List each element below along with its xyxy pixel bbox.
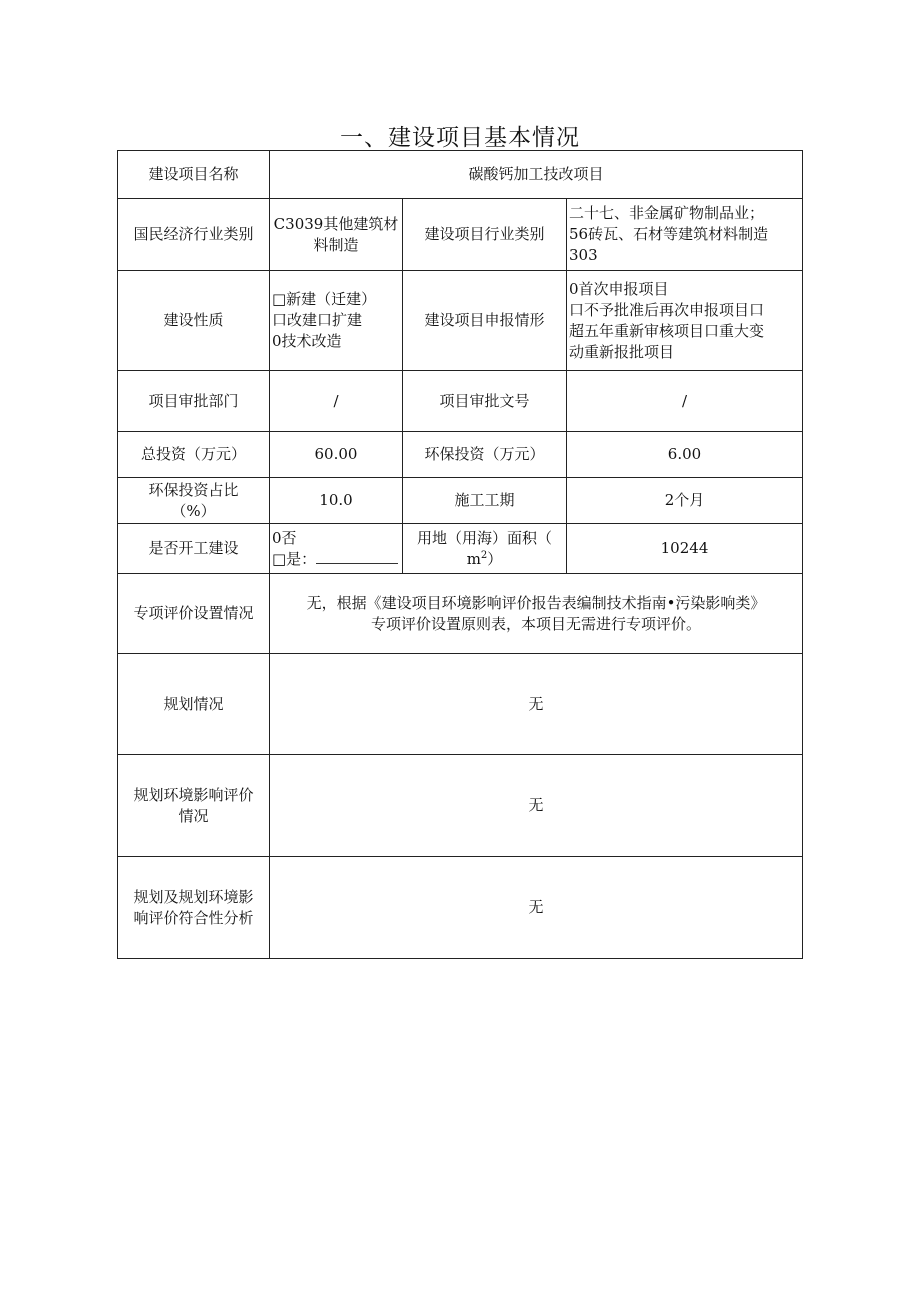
row-plan-eia (118, 755, 803, 857)
special-eval-label: 专项评价设置情况 (118, 574, 270, 654)
construction-period-label: 施工工期 (403, 478, 567, 524)
construction-nature-label: 建设性质 (118, 271, 270, 371)
national-industry-label: 国民经济行业类别 (118, 199, 270, 271)
project-industry-label: 建设项目行业类别 (403, 199, 567, 271)
plan-conformity-label: 规划及规划环境影 响评价符合性分析 (118, 857, 270, 959)
row-industry (118, 199, 803, 271)
project-industry-value: 二十七、非金属矿物制品业； 56砖瓦、石材等建筑材料制造 303 (567, 199, 803, 271)
row-plan (118, 654, 803, 755)
plan-label: 规划情况 (118, 654, 270, 755)
approval-dept-value: / (270, 371, 403, 432)
national-industry-value: C3039其他建筑材料制造 (270, 199, 403, 271)
plan-conformity-value: 无 (270, 857, 803, 959)
land-area-value: 10244 (567, 524, 803, 574)
option-new: □新建（迁建） (272, 290, 377, 308)
row-ratio (118, 478, 803, 524)
total-investment-value: 60.00 (270, 432, 403, 478)
row-started (118, 524, 803, 574)
plan-eia-label: 规划环境影响评价 情况 (118, 755, 270, 857)
plan-value: 无 (270, 654, 803, 755)
construction-nature-options (270, 271, 403, 371)
approval-doc-value: / (567, 371, 803, 432)
row-plan-conformity (118, 857, 803, 959)
option-rebuild-expand: 口改建口扩建 (272, 311, 363, 329)
project-name-value: 碳酸钙加工技改项目 (270, 151, 803, 199)
plan-eia-value: 无 (270, 755, 803, 857)
row-special-eval (118, 574, 803, 654)
row-nature (118, 271, 803, 371)
option-yes: □是： (272, 549, 400, 570)
section-title: 一、建设项目基本情况 (340, 125, 580, 151)
construction-period-value: 2个月 (567, 478, 803, 524)
row-project-name (118, 151, 803, 199)
env-investment-label: 环保投资（万元） (403, 432, 567, 478)
row-investment (118, 432, 803, 478)
land-area-label: 用地（用海）面积（ $m^2$） (403, 524, 567, 574)
application-type-label: 建设项目申报情形 (403, 271, 567, 371)
blank-line (316, 549, 398, 564)
project-name-label: 建设项目名称 (118, 151, 270, 199)
started-options (270, 524, 403, 574)
env-ratio-label: 环保投资占比 （%） (118, 478, 270, 524)
special-eval-value: 无，根据《建设项目环境影响评价报告表编制技术指南•污染影响类》 专项评价设置原则表，本项目无需进行专项评价。 (270, 574, 803, 654)
approval-dept-label: 项目审批部门 (118, 371, 270, 432)
total-investment-label: 总投资（万元） (118, 432, 270, 478)
project-info-table (117, 150, 803, 959)
row-approval (118, 371, 803, 432)
application-type-options: 0首次申报项目 口不予批准后再次申报项目口 超五年重新审核项目口重大变 动重新报批项目 (567, 271, 803, 371)
option-tech-upgrade: 0技术改造 (272, 332, 342, 350)
env-investment-value: 6.00 (567, 432, 803, 478)
approval-doc-label: 项目审批文号 (403, 371, 567, 432)
env-ratio-value: 10.0 (270, 478, 403, 524)
started-label: 是否开工建设 (118, 524, 270, 574)
option-no: 0否 (272, 528, 297, 547)
